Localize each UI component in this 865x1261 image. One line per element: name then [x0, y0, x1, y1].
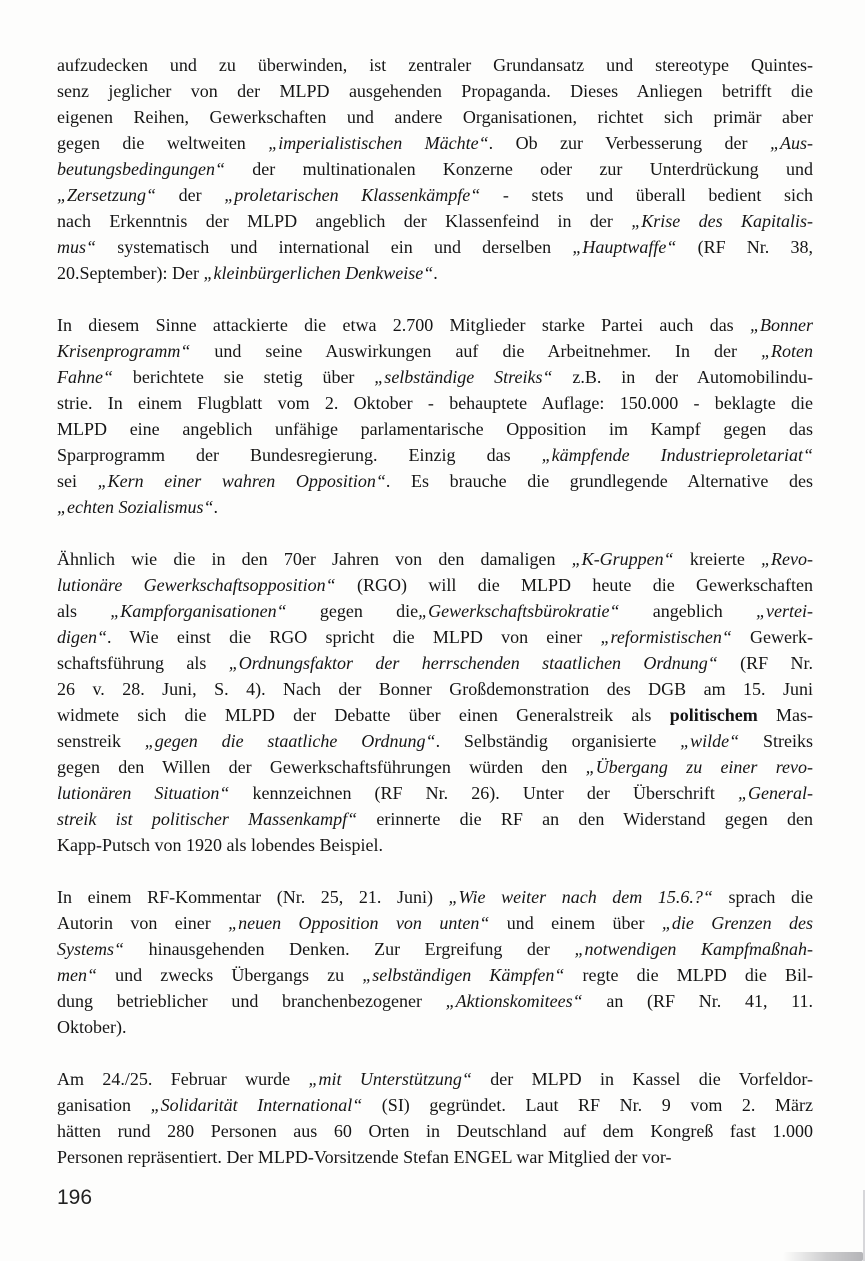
quoted-term: „gegen die staatliche Ordnung“: [144, 731, 436, 751]
text-run: 26 v. 28. Juni, S. 4). Nach der Bonner Großdemonstration des DGB am 15. Juni: [57, 679, 813, 699]
text-run: senz jeglicher von der MLPD ausgehenden Propaganda. Dieses Anliegen betrifft die: [57, 81, 813, 101]
quoted-term: „K-Gruppen“: [571, 549, 674, 569]
text-run: Streiks: [739, 731, 813, 751]
quoted-term: „proletarischen Klassenkämpfe“: [224, 185, 481, 205]
quoted-term: „Wie weiter nach dem 15.6.?“: [448, 887, 713, 907]
text-run: als: [57, 601, 111, 621]
text-run: strie. In einem Flugblatt vom 2. Oktober - behauptete Auflage: 150.000 - beklagte die: [57, 393, 813, 413]
paragraph: [57, 884, 813, 1040]
page-number: 196: [57, 1186, 93, 1209]
text-run: dung betrieblicher und branchenbezogener: [57, 991, 446, 1011]
text-run: (RGO) will die MLPD heute die Gewerkschaften: [335, 575, 813, 595]
text-line: [57, 1092, 813, 1118]
text-line: [57, 806, 813, 832]
text-run: aufzudecken und zu überwinden, ist zentraler Grundansatz und stereotype Quintes-: [57, 55, 813, 75]
text-line: [57, 468, 813, 494]
quoted-term: Systems“: [57, 939, 124, 959]
page-text: [57, 52, 813, 1196]
text-line: [57, 572, 813, 598]
quoted-term: lutionären Situation“: [57, 783, 230, 803]
quoted-term: „mit Unterstützung“: [308, 1069, 472, 1089]
text-line: [57, 442, 813, 468]
quoted-term: „kämpfende Industrieproletariat“: [541, 445, 814, 465]
text-run: . Selbständig organisierte: [435, 731, 681, 751]
text-run: Kapp-Putsch von 1920 als lobendes Beispiel.: [57, 835, 383, 855]
quoted-term: „echten Sozialismus“: [57, 497, 214, 517]
text-run: MLPD eine angeblich unfähige parlamentarische Opposition im Kampf gegen das: [57, 419, 813, 439]
text-line: [57, 390, 813, 416]
text-run: gegen die weltweiten: [57, 133, 269, 153]
quoted-term: „die Grenzen des: [661, 913, 813, 933]
quoted-term: „Bonner: [750, 315, 813, 335]
text-run: (RF Nr. 38,: [676, 237, 813, 257]
text-run: gegen den Willen der Gewerkschaftsführungen würden den: [57, 757, 586, 777]
text-run: hinausgehenden Denken. Zur Ergreifung der: [124, 939, 575, 959]
text-run: an (RF Nr. 41, 11.: [582, 991, 813, 1011]
paragraph: [57, 546, 813, 858]
text-line: [57, 416, 813, 442]
text-line: [57, 1144, 813, 1170]
quoted-term: „Zersetzung“: [57, 185, 157, 205]
text-run: kennzeichnen (RF Nr. 26). Unter der Überschrift: [229, 783, 739, 803]
text-run: z.B. in der Automobilindu-: [552, 367, 813, 387]
text-line: [57, 338, 813, 364]
scan-smudge: [783, 1252, 863, 1261]
text-run: und zwecks Übergangs zu: [97, 965, 363, 985]
quoted-term: „Krise des Kapitalis-: [631, 211, 813, 231]
text-line: [57, 884, 813, 910]
paragraph: [57, 312, 813, 520]
text-line: [57, 234, 813, 260]
text-line: [57, 182, 813, 208]
quoted-term: Krisenprogramm“: [57, 341, 191, 361]
quoted-term: „Aus-: [769, 133, 813, 153]
text-run: In einem RF-Kommentar (Nr. 25, 21. Juni): [57, 887, 449, 907]
text-run: eigenen Reihen, Gewerkschaften und andere Organisationen, richtet sich primär aber: [57, 107, 813, 127]
text-run: widmete sich die MLPD der Debatte über einen Generalstreik als: [57, 705, 670, 725]
text-line: [57, 52, 813, 78]
text-run: und einem über: [489, 913, 662, 933]
text-run: nach Erkenntnis der MLPD angeblich der Klassenfeind in der: [57, 211, 632, 231]
quoted-term: „Kampforganisationen“: [110, 601, 287, 621]
text-run: . Wie einst die RGO spricht die MLPD von einer: [107, 627, 601, 647]
text-line: [57, 156, 813, 182]
text-line: [57, 676, 813, 702]
quoted-term: „reformistischen“: [600, 627, 732, 647]
text-run: Mas-: [757, 705, 813, 725]
text-run: (RF Nr.: [717, 653, 813, 673]
quoted-term: „wilde“: [680, 731, 740, 751]
text-run: systematisch und international ein und derselben: [96, 237, 573, 257]
text-line: [57, 832, 813, 858]
quoted-term: „kleinbürgerlichen Denkweise“: [203, 263, 434, 283]
paragraph: [57, 1066, 813, 1170]
quoted-term: „Kern einer wahren Opposition“: [97, 471, 386, 491]
text-run: der: [156, 185, 225, 205]
emphasized-text: politischem: [669, 705, 758, 725]
quoted-term: „Gewerkschaftsbürokratie“: [418, 601, 620, 621]
quoted-term: „selbständige Streiks“: [374, 367, 553, 387]
text-run: .: [433, 263, 438, 283]
text-line: [57, 910, 813, 936]
text-run: schaftsführung als: [57, 653, 229, 673]
quoted-term: „Ordnungsfaktor der herrschenden staatlichen Ordnung“: [228, 653, 718, 673]
text-run: gegen die: [286, 601, 419, 621]
text-line: [57, 364, 813, 390]
text-line: [57, 754, 813, 780]
text-run: 20.September): Der: [57, 263, 204, 283]
text-line: [57, 208, 813, 234]
text-run: berichtete sie stetig über: [113, 367, 375, 387]
text-run: . Ob zur Verbesserung der: [488, 133, 770, 153]
text-line: [57, 624, 813, 650]
quoted-term: „Roten: [761, 341, 813, 361]
quoted-term: „notwendigen Kampfmaßnah-: [574, 939, 813, 959]
quoted-term: „Aktionskomitees“: [445, 991, 583, 1011]
paragraph: [57, 52, 813, 286]
quoted-term: digen“: [57, 627, 108, 647]
text-run: In diesem Sinne attackierte die etwa 2.700 Mitglieder starke Partei auch das: [57, 315, 750, 335]
quoted-term: „Hauptwaffe“: [572, 237, 677, 257]
text-run: Ähnlich wie die in den 70er Jahren von den damaligen: [57, 549, 572, 569]
quoted-term: „vertei-: [756, 601, 813, 621]
quoted-term: „imperialistischen Mächte“: [268, 133, 489, 153]
text-run: und seine Auswirkungen auf die Arbeitnehmer. In der: [190, 341, 761, 361]
text-run: kreierte: [673, 549, 762, 569]
text-run: sei: [57, 471, 98, 491]
text-run: regte die MLPD die Bil-: [564, 965, 813, 985]
text-run: (SI) gegründet. Laut RF Nr. 9 vom 2. März: [362, 1095, 813, 1115]
text-run: Oktober).: [57, 1017, 127, 1037]
text-run: sprach die: [712, 887, 814, 907]
quoted-term: „neuen Opposition von unten“: [228, 913, 490, 933]
quoted-term: „General-: [738, 783, 814, 803]
quoted-term: beutungsbedingungen“: [57, 159, 225, 179]
text-line: [57, 702, 813, 728]
text-run: Am 24./25. Februar wurde: [57, 1069, 309, 1089]
text-line: [57, 780, 813, 806]
text-line: [57, 988, 813, 1014]
text-line: [57, 1118, 813, 1144]
text-run: ganisation: [57, 1095, 151, 1115]
text-run: der multinationalen Konzerne oder zur Unterdrückung und: [225, 159, 813, 179]
text-line: [57, 598, 813, 624]
text-run: der MLPD in Kassel die Vorfeldor-: [471, 1069, 814, 1089]
text-line: [57, 546, 813, 572]
text-line: [57, 260, 813, 286]
text-line: [57, 962, 813, 988]
text-line: [57, 494, 813, 520]
quoted-term: Fahne“: [57, 367, 113, 387]
text-line: [57, 104, 813, 130]
text-line: [57, 650, 813, 676]
quoted-term: mus“: [57, 237, 97, 257]
text-run: . Es brauche die grundlegende Alternative des: [385, 471, 813, 491]
text-run: .: [213, 497, 219, 517]
text-line: [57, 728, 813, 754]
quoted-term: „Übergang zu einer revo-: [585, 757, 813, 777]
quoted-term: streik ist politischer Massenkampf“: [57, 809, 358, 829]
text-line: [57, 312, 813, 338]
text-run: hätten rund 280 Personen aus 60 Orten in Deutschland auf dem Kongreß fast 1.000: [57, 1121, 813, 1141]
text-run: Sparprogramm der Bundesregierung. Einzig das: [57, 445, 542, 465]
text-line: [57, 130, 813, 156]
text-line: [57, 936, 813, 962]
text-run: senstreik: [57, 731, 145, 751]
text-run: Personen repräsentiert. Der MLPD-Vorsitzende Stefan ENGEL war Mitglied der vor-: [57, 1147, 672, 1167]
text-line: [57, 1014, 813, 1040]
quoted-term: „Solidarität International“: [150, 1095, 363, 1115]
text-run: Autorin von einer: [57, 913, 229, 933]
text-run: - stets und überall bedient sich: [480, 185, 814, 205]
quoted-term: men“: [57, 965, 97, 985]
quoted-term: „selbständigen Kämpfen“: [362, 965, 565, 985]
text-run: Gewerk-: [731, 627, 814, 647]
text-line: [57, 1066, 813, 1092]
text-run: erinnerte die RF an den Widerstand gegen den: [357, 809, 813, 829]
quoted-term: lutionäre Gewerkschaftsopposition“: [57, 575, 336, 595]
text-run: angeblich: [619, 601, 757, 621]
text-line: [57, 78, 813, 104]
quoted-term: „Revo-: [761, 549, 813, 569]
